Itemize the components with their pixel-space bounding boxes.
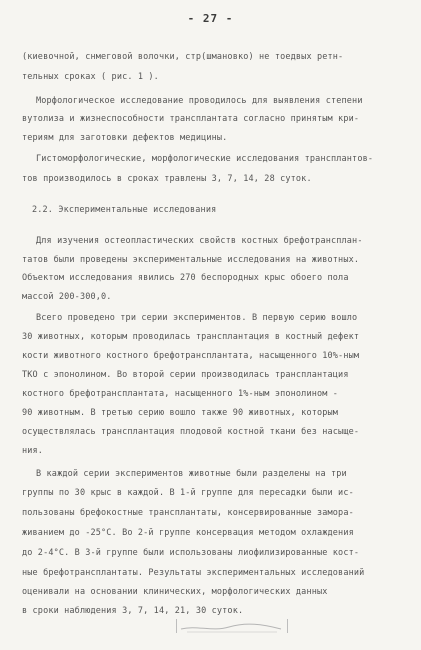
text-line: Всего проведено три серии экспериментов. В первую серию вошло [36, 313, 358, 323]
text-line: В каждой серии экспериментов животные были разделены на три [36, 469, 347, 479]
text-line: териям для заготовки дефектов медицины. [22, 133, 228, 143]
text-line: ТКО с эпонолином. Во второй серии производилась трансплантация [22, 370, 349, 380]
text-line: (киевочной, снмеговой волочки, стр(шмановко) не тоедвых ретн- [22, 52, 344, 62]
scribble-icon [177, 620, 287, 634]
text-line: 90 животным. В третью серию вошло также 90 животных, которым [22, 408, 339, 418]
text-line: Гистоморфологические, морфологические исследования трансплантов- [36, 154, 374, 164]
text-line: костного брефотрансплантата, насыщенного 1%-ным эпонолином - [22, 389, 339, 399]
text-line: тельных сроках ( рис. 1 ). [22, 72, 159, 82]
handwritten-mark [176, 619, 288, 633]
section-heading: 2.2. Экспериментальные исследования [32, 205, 217, 215]
text-line: в сроки наблюдения 3, 7, 14, 21, 30 суток. [22, 606, 244, 616]
text-line: Морфологическое исследование проводилось для выявления степени [36, 96, 363, 106]
text-line: Объектом исследования явились 270 беспородных крыс обоего пола [22, 273, 349, 283]
text-line: массой 200-300,0. [22, 292, 112, 302]
text-line: группы по 30 крыс в каждой. В 1-й группе для пересадки были ис- [22, 488, 354, 498]
text-line: пользованы брефокостные трансплантаты, консервированные замора- [22, 508, 354, 518]
text-line: живанием до -25°С. Во 2-й группе консервация методом охлаждения [22, 528, 354, 538]
text-line: 30 животных, которым проводилась трансплантация в костный дефект [22, 332, 360, 342]
text-line: вутолиза и жизнеспособности трансплантата согласно принятым кри- [22, 114, 360, 124]
text-line: осуществлялась трансплантация плодовой костной ткани без насыще- [22, 427, 360, 437]
text-line: ния. [22, 446, 44, 456]
page-number: - 27 - [187, 12, 234, 25]
text-line: до 2-4°С. В 3-й группе были использованы лиофилизированные кост- [22, 548, 360, 558]
text-line: оценивали на основании клинических, морфологических данных [22, 587, 328, 597]
text-line: ные брефотрансплантаты. Результаты экспериментальных исследований [22, 568, 365, 578]
text-line: татов были проведены экспериментальные исследования на животных. [22, 255, 360, 265]
text-line: кости животного костного брефотрансплантата, насыщенного 10%-ным [22, 351, 360, 361]
text-line: Для изучения остеопластических свойств костных брефотрансплан- [36, 236, 363, 246]
text-line: тов производилось в сроках травлены 3, 7, 14, 28 суток. [22, 174, 312, 184]
